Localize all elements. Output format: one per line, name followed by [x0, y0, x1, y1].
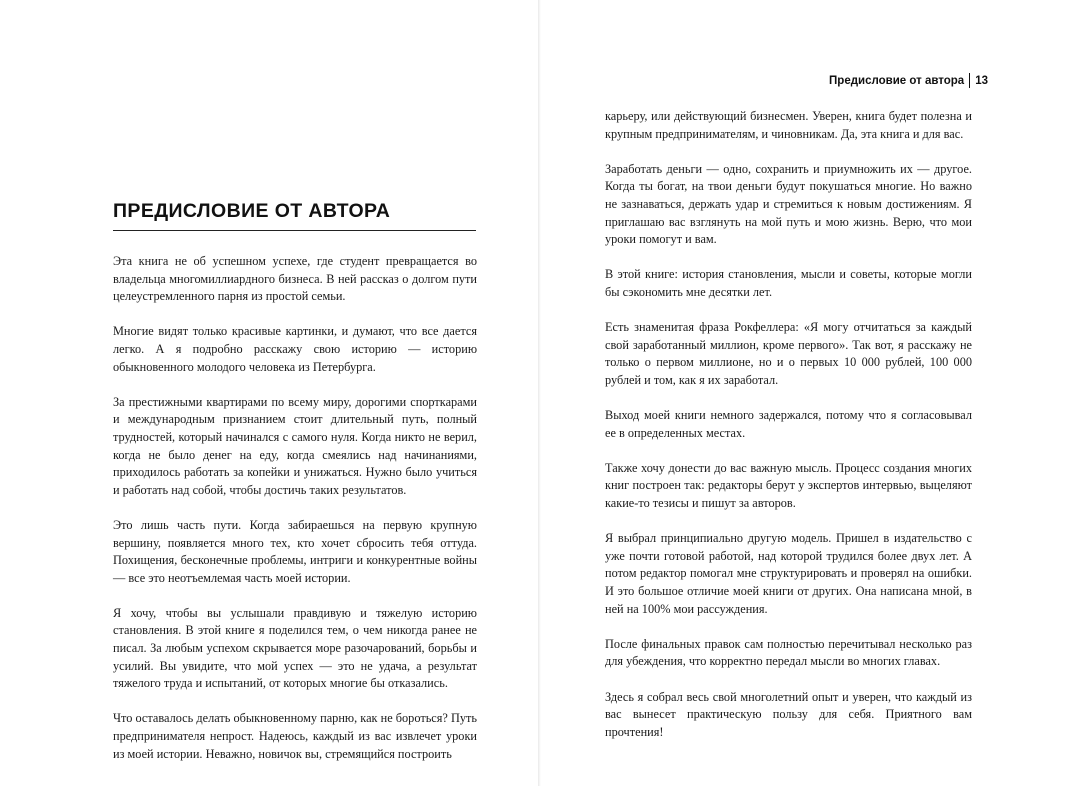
running-header-title: Предисловие от автора [829, 74, 965, 87]
paragraph: Это лишь часть пути. Когда забираешься на первую крупную вершину, появляется много тех, кто хочет сбросить тебя оттуда. Похищения, бесконечные проблемы, интриги и конкурентные войны — все это неотъемлемая часть моей истории. [113, 517, 477, 585]
header-divider [969, 73, 970, 88]
paragraph: После финальных правок сам полностью перечитывал несколько раз для убеждения, что корректно передал мысли во многих главах. [605, 636, 972, 669]
page-number: 13 [975, 74, 988, 87]
right-page-text [605, 108, 972, 759]
paragraph: Я выбрал принципиально другую модель. Пришел в издательство с уже почти готовой работой, над которой трудился более двух лет. А потом редактор помогал мне структурировать и проверял на ошибки. И это большое отличие моей книги от других. Она написана мной, в ней на 100% мои рассуждения. [605, 531, 972, 616]
paragraph: Здесь я собрал весь свой многолетний опыт и уверен, что каждый из вас вынесет практическую пользу для себя. Приятного вам прочтения! [605, 689, 972, 739]
running-header [829, 73, 988, 88]
paragraph: Что оставалось делать обыкновенному парню, как не бороться? Путь предпринимателя непрост. Надеюсь, каждый из вас извлечет уроки из моей истории. Неважно, новичок вы, стремящийся построить [113, 711, 477, 761]
paragraph: Многие видят только красивые картинки, и думают, что все дается легко. А я подробно расскажу свою историю — историю обыкновенного молодого человека из Петербурга. [113, 324, 477, 374]
right-page [541, 0, 1073, 786]
paragraph: Выход моей книги немного задержался, потому что я согласовывал ее в определенных местах. [605, 408, 972, 440]
paragraph: Заработать деньги — одно, сохранить и приумножить их — другое. Когда ты богат, на твои деньги будут покушаться многие. Но важно не зазнаваться, держать удар и стремиться к новым достижениям. Я приглашаю вас взглянуть на мой путь и мою жизнь. Верю, что мои уроки помогут и вам. [605, 161, 972, 247]
paragraph: В этой книге: история становления, мысли и советы, которые могли бы сэкономить мне десятки лет. [605, 267, 972, 299]
paragraph: карьеру, или действующий бизнесмен. Уверен, книга будет полезна и крупным предпринимателям, и чиновникам. Да, эта книга и для вас. [605, 109, 972, 141]
paragraph: Эта книга не об успешном успехе, где студент превращается во владельца многомиллиардного бизнеса. В ней рассказ о долгом пути целеустремленного парня из простой семьи. [113, 254, 477, 304]
chapter-title: ПРЕДИСЛОВИЕ ОТ АВТОРА [113, 200, 476, 231]
paragraph: Также хочу донести до вас важную мысль. Процесс создания многих книг построен так: редакторы берут у экспертов интервью, выцеляют какие-то тезисы и пишут за авторов. [605, 460, 972, 511]
paragraph: За престижными квартирами по всему миру, дорогими спорткарами и международным признанием стоит длительный путь, полный трудностей, который начинался с самого нуля. Когда никто не верил, когда не было денег на еду, когда смеялись над начинаниями, приходилось работать за копейки и унижаться. Нужно было учиться и работать над собой, чтобы достичь таких результатов. [113, 394, 477, 497]
paragraph: Есть знаменитая фраза Рокфеллера: «Я могу отчитаться за каждый свой заработанный миллион, кроме первого». Так вот, я расскажу не только о первом миллионе, но и о первых 10 000 рублей, 100 000 рублей и том, как я их заработал. [605, 320, 972, 387]
left-page-text [113, 253, 477, 781]
paragraph: Я хочу, чтобы вы услышали правдивую и тяжелую историю становления. В этой книге я поделился тем, о чем никогда ранее не писал. За любым успехом скрывается море разочарований, борьбы и усилий. Вы увидите, что мой успех — это не удача, а результат тяжелого труда и испытаний, от которых многие бы отказались. [113, 605, 477, 691]
